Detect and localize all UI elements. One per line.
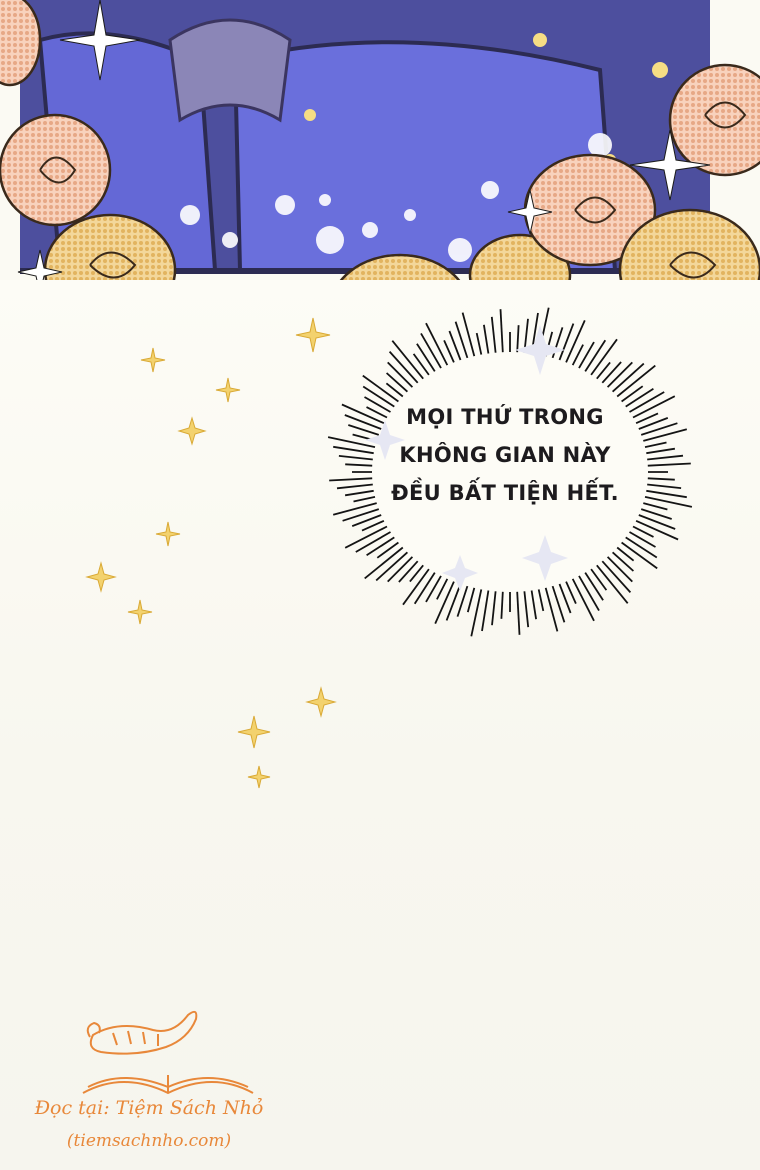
speech-line-3: ĐỀU BẤT TIỆN HẾT. [391,481,619,505]
speech-line-1: MỌI THỨ TRONG [406,405,604,429]
speech-text [360,398,650,512]
credit-read-at: Đọc tại: Tiệm Sách Nhỏ [34,1097,264,1119]
scanlation-credit [28,1005,268,1165]
tiger-book-logo-icon [28,1005,268,1100]
speech-line-2: KHÔNG GIAN NÀY [399,443,611,467]
credit-site: (tiemsachnho.com) [66,1131,232,1151]
illustration-panel [0,0,760,280]
